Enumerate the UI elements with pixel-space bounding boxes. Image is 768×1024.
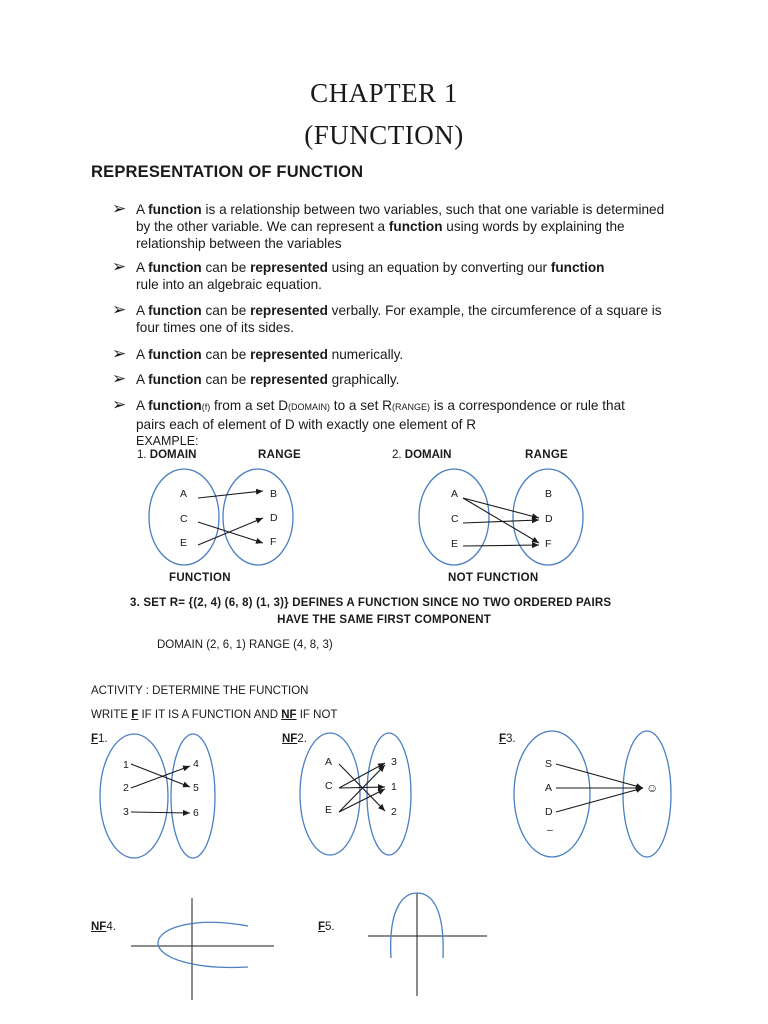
node-3: 3 bbox=[391, 756, 397, 768]
mapping-arrow bbox=[339, 763, 385, 788]
mapping-arrow bbox=[463, 498, 539, 518]
node-1: 1 bbox=[391, 781, 397, 793]
example3-line1: 3. SET R= {(2, 4) (6, 8) (1, 3)} DEFINES A FUNCTION SINCE NO TWO ORDERED PAIRS bbox=[130, 597, 612, 609]
activity4-graph bbox=[131, 898, 274, 1000]
activity-item-3-label: F3. bbox=[499, 733, 516, 745]
range-ellipse bbox=[223, 469, 293, 565]
bullet-4: ➢ A function can be represented numerically. bbox=[112, 344, 404, 363]
node-e: E bbox=[180, 537, 188, 549]
curve bbox=[158, 922, 248, 967]
arrow-bullet-icon: ➢ bbox=[112, 369, 127, 388]
node-b: B bbox=[545, 488, 553, 500]
mapping-arrow bbox=[339, 789, 385, 812]
node-a: A bbox=[451, 488, 459, 500]
arrow-bullet-icon: ➢ bbox=[112, 344, 127, 363]
arrow-bullet-icon: ➢ bbox=[112, 395, 127, 414]
node-6: 6 bbox=[193, 807, 199, 819]
domain-ellipse bbox=[300, 733, 360, 855]
mapping-arrow bbox=[198, 518, 263, 545]
activity3-diagram bbox=[514, 731, 671, 857]
range-ellipse bbox=[367, 733, 411, 855]
node-a: A bbox=[545, 782, 553, 794]
example1-caption: FUNCTION bbox=[169, 572, 231, 584]
node-2: 2 bbox=[123, 782, 129, 794]
activity-item-4-label: NF4. bbox=[91, 921, 116, 933]
mapping-arrow bbox=[339, 765, 385, 812]
range-ellipse bbox=[171, 734, 215, 858]
bullet-6: ➢ A function(f) from a set D(DOMAIN) to a set R(RANGE) is a correspondence or rule that pairs each of element of D with exactly one element of R bbox=[112, 395, 625, 432]
node-f: F bbox=[270, 536, 277, 548]
domain-ellipse bbox=[100, 734, 168, 858]
mapping-arrow bbox=[131, 766, 190, 788]
example-label: EXAMPLE: bbox=[136, 434, 199, 448]
node-5: 5 bbox=[193, 782, 199, 794]
mapping-arrow bbox=[556, 788, 643, 812]
node-4: 4 bbox=[193, 758, 199, 770]
node-c: C bbox=[451, 513, 459, 525]
arrow-bullet-icon: ➢ bbox=[112, 257, 127, 276]
mapping-arrow bbox=[556, 764, 643, 788]
dash-mark: – bbox=[547, 824, 553, 836]
node-1: 1 bbox=[123, 759, 129, 771]
node-e: E bbox=[451, 538, 459, 550]
example1-diagram bbox=[149, 469, 293, 565]
arrow-bullet-icon: ➢ bbox=[112, 300, 127, 319]
node-d: D bbox=[270, 512, 278, 524]
node-s: S bbox=[545, 758, 553, 770]
section-heading: REPRESENTATION OF FUNCTION bbox=[91, 163, 364, 181]
arrow-bullet-icon: ➢ bbox=[112, 199, 127, 218]
node-3: 3 bbox=[123, 806, 129, 818]
node-f: F bbox=[545, 538, 552, 550]
smiley-icon: ☺ bbox=[646, 781, 659, 795]
example3-line2: HAVE THE SAME FIRST COMPONENT bbox=[277, 614, 491, 626]
activity-instructions: WRITE F IF IT IS A FUNCTION AND NF IF NOT bbox=[91, 709, 338, 721]
example1-header: 1. DOMAIN bbox=[137, 449, 197, 461]
example2-header: 2. DOMAIN bbox=[392, 449, 452, 461]
mapping-arrow bbox=[198, 522, 263, 543]
chapter-title: CHAPTER 1 bbox=[310, 78, 458, 108]
activity-title: ACTIVITY : DETERMINE THE FUNCTION bbox=[91, 685, 309, 697]
node-a: A bbox=[325, 756, 333, 768]
node-2: 2 bbox=[391, 806, 397, 818]
activity5-graph bbox=[368, 893, 487, 996]
activity2-diagram bbox=[300, 733, 411, 855]
activity1-diagram bbox=[100, 734, 215, 858]
bullet-5: ➢ A function can be represented graphically. bbox=[112, 369, 400, 388]
example2-diagram bbox=[419, 469, 583, 565]
mapping-arrow bbox=[463, 545, 539, 546]
bullet-2: ➢ A function can be represented using an equation by converting our function rule into an algebraic equation. bbox=[112, 257, 605, 292]
activity-item-5-label: F5. bbox=[318, 921, 335, 933]
activity-item-2-label: NF2. bbox=[282, 733, 307, 745]
example2-caption: NOT FUNCTION bbox=[448, 572, 539, 584]
mapping-arrow bbox=[198, 491, 263, 498]
activity-item-1-label: F1. bbox=[91, 733, 108, 745]
example3-domain-range: DOMAIN (2, 6, 1) RANGE (4, 8, 3) bbox=[157, 639, 333, 651]
bullet-1: ➢ A function is a relationship between two variables, such that one variable is determined by the other variable. We can represent a function using words by explaining the relationship between the variables bbox=[112, 199, 665, 251]
node-a: A bbox=[180, 488, 188, 500]
chapter-subtitle: (FUNCTION) bbox=[304, 120, 464, 150]
example1-range-label: RANGE bbox=[258, 449, 302, 461]
node-d: D bbox=[545, 513, 553, 525]
bullet-3: ➢ A function can be represented verbally. For example, the circumference of a square is four times one of its sides. bbox=[112, 300, 662, 335]
node-b: B bbox=[270, 488, 278, 500]
domain-ellipse bbox=[514, 731, 590, 857]
node-d: D bbox=[545, 806, 553, 818]
mapping-arrow bbox=[131, 812, 190, 813]
node-e: E bbox=[325, 804, 333, 816]
example2-range-label: RANGE bbox=[525, 449, 569, 461]
node-c: C bbox=[180, 513, 188, 525]
mapping-arrow bbox=[131, 764, 190, 787]
node-c: C bbox=[325, 780, 333, 792]
